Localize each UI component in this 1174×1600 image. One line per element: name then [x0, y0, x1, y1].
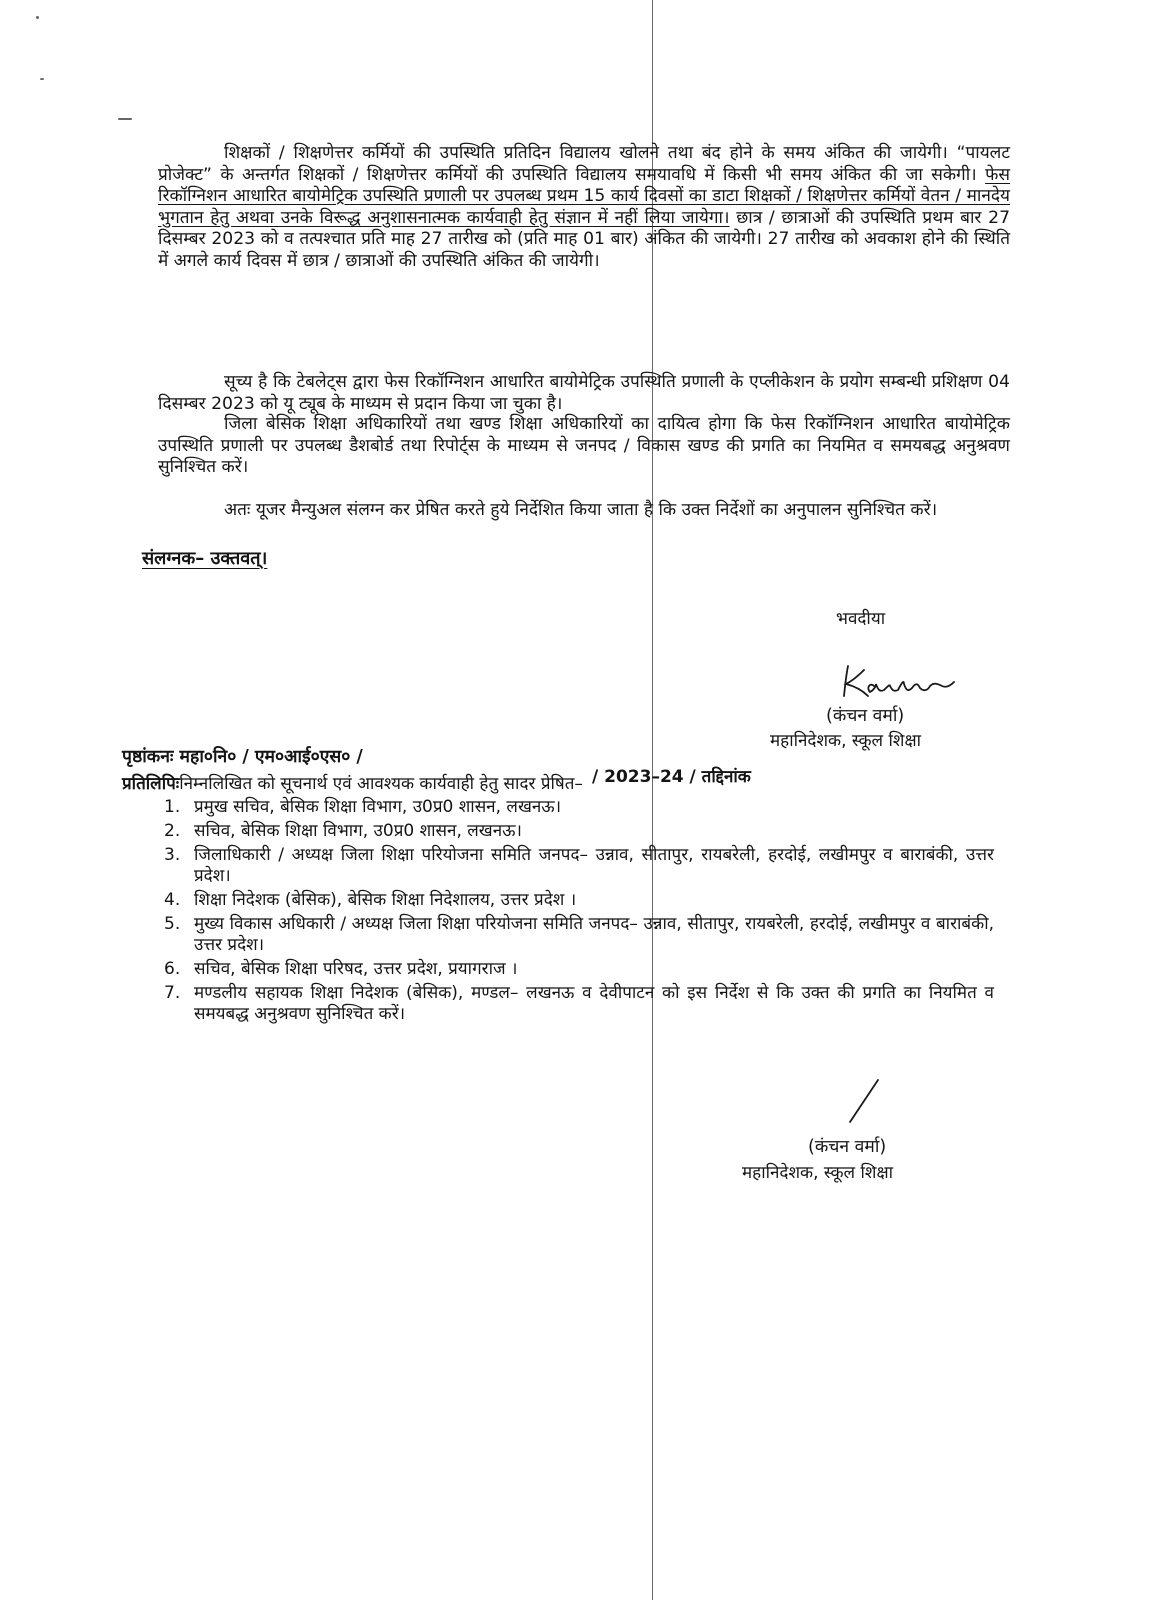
copy-to-item-text: प्रमुख सचिव, बेसिक शिक्षा विभाग, उ0प्र0 शासन, लखनऊ। [194, 797, 562, 817]
copy-to-heading [122, 771, 583, 794]
body-paragraph-4: अतः यूजर मैन्युअल संलग्न कर प्रेषित करते हुये निर्देशित किया जाता है कि उक्त निर्देशों का अनुपालन सुनिश्चित करें। [224, 500, 938, 520]
copy-to-item [164, 959, 994, 980]
copy-to-list [164, 797, 994, 1028]
copy-to-item-number: 5. [164, 914, 181, 934]
copy-to-item [164, 983, 994, 1025]
copy-to-item-number: 1. [164, 797, 181, 817]
enclosure-note: संलग्नक– उक्तवत्। [142, 548, 268, 569]
copy-to-item-text: मुख्य विकास अधिकारी / अध्यक्ष जिला शिक्षा परियोजना समिति जनपद– उन्नाव, सीतापुर, रायबरेली, हरदोई, लखीमपुर व बाराबंकी, उत्तर प्रदेश। [194, 914, 994, 955]
signature-stroke [844, 1076, 884, 1126]
paragraph-1-part-1: शिक्षकों / शिक्षणेत्तर कर्मियों की उपस्थिति प्रतिदिन विद्यालय खोलने तथा बंद होने के समय अंकित की जायेगी। “पायलट प्रोजेक्ट” के अन्तर्गत शिक्षकों / शिक्षणेत्तर कर्मियों की उपस्थिति विद्यालय समयावधि में किसी भी समय अंकित की जा सकेगी। [158, 143, 1010, 185]
copy-to-item-text: शिक्षा निदेशक (बेसिक), बेसिक शिक्षा निदेशालय, उत्तर प्रदेश । [194, 890, 577, 910]
paragraph-1-underlined: फेस रिकॉग्निशन आधारित बायोमेट्रिक उपस्थिति प्रणाली पर उपलब्ध प्रथम 15 कार्य दिवसों का डाटा शिक्षकों / शिक्षणेत्तर कर्मियों वेतन / मानदेय भुगतान हेतु अथवा उनके विरूद्ध अनुशासनात्मक कार्यवाही हेतु संज्ञान में नहीं लिया जायेगा। [158, 164, 1010, 228]
copy-to-item-text: सचिव, बेसिक शिक्षा परिषद, उत्तर प्रदेश, प्रयागराज । [194, 959, 518, 979]
signatory-2-designation: महानिदेशक, स्कूल शिक्षा [742, 1163, 894, 1183]
scan-speck [36, 16, 39, 19]
copy-to-item [164, 797, 994, 818]
copy-to-item-number: 6. [164, 959, 181, 979]
reference-date: / 2023–24 / तद्दिनांक [592, 767, 751, 787]
body-paragraph-3: जिला बेसिक शिक्षा अधिकारियों तथा खण्ड शिक्षा अधिकारियों का दायित्व होगा कि फेस रिकॉग्निशन आधारित बायोमेट्रिक उपस्थिति प्रणाली पर उपलब्ध डैशबोर्ड तथा रिपोर्ट्स के माध्यम से जनपद / विकास खण्ड की प्रगति का नियमित व समयबद्ध अनुश्रवण सुनिश्चित करें। [158, 414, 1010, 477]
body-paragraph-1 [158, 143, 1010, 272]
signatory-2-name: (कंचन वर्मा) [808, 1137, 887, 1157]
copy-to-intro: निम्नलिखित को सूचनार्थ एवं आवश्यक कार्यवाही हेतु सादर प्रेषित– [179, 774, 583, 794]
copy-to-item [164, 821, 994, 842]
reference-number: पृष्ठांकनः महा०नि० / एम०आई०एस० / [122, 747, 363, 767]
copy-to-item-number: 4. [164, 890, 181, 910]
copy-to-item [164, 890, 994, 911]
closing-salutation: भवदीया [836, 609, 886, 629]
copy-to-item [164, 845, 994, 887]
scan-speck [40, 78, 44, 80]
copy-to-label: प्रतिलिपिः [122, 774, 180, 794]
body-paragraph-2: सूच्य है कि टेबलेट्स द्वारा फेस रिकॉग्निशन आधारित बायोमेट्रिक उपस्थिति प्रणाली के एप्लीकेशन के प्रयोग सम्बन्धी प्रशिक्षण 04 दिसम्बर 2023 को यू ट्यूब के माध्यम से प्रदान किया जा चुका है। [158, 372, 1010, 414]
copy-to-item-text: सचिव, बेसिक शिक्षा विभाग, उ0प्र0 शासन, लखनऊ। [194, 821, 522, 841]
copy-to-item-text: जिलाधिकारी / अध्यक्ष जिला शिक्षा परियोजना समिति जनपद– उन्नाव, सीतापुर, रायबरेली, हरदोई, लखीमपुर व बाराबंकी, उत्तर प्रदेश। [194, 845, 994, 886]
copy-to-item-number: 7. [164, 983, 181, 1003]
signatory-designation: महानिदेशक, स्कूल शिक्षा [770, 731, 922, 751]
copy-to-item [164, 914, 994, 956]
signatory-name: (कंचन वर्मा) [826, 706, 905, 726]
copy-to-item-number: 3. [164, 845, 181, 865]
paragraph-1-part-2: छात्र / छात्राओं की उपस्थिति प्रथम बार 27 दिसम्बर 2023 को व तत्पश्चात प्रति माह 27 तारीख को (प्रति माह 01 बार) अंकित की जायेगी। 27 तारीख को अवकाश होने की स्थिति में अगले कार्य दिवस में छात्र / छात्राओं की उपस्थिति अंकित की जायेगी। [158, 207, 1011, 271]
copy-to-item-text: मण्डलीय सहायक शिक्षा निदेशक (बेसिक), मण्डल– लखनऊ व देवीपाटन को इस निर्देश से कि उक्त की प्रगति का नियमित व समयबद्ध अनुश्रवण सुनिश्चित करें। [194, 983, 994, 1024]
copy-to-item-number: 2. [164, 821, 181, 841]
handwritten-signature [834, 660, 964, 702]
scan-speck [118, 118, 132, 120]
